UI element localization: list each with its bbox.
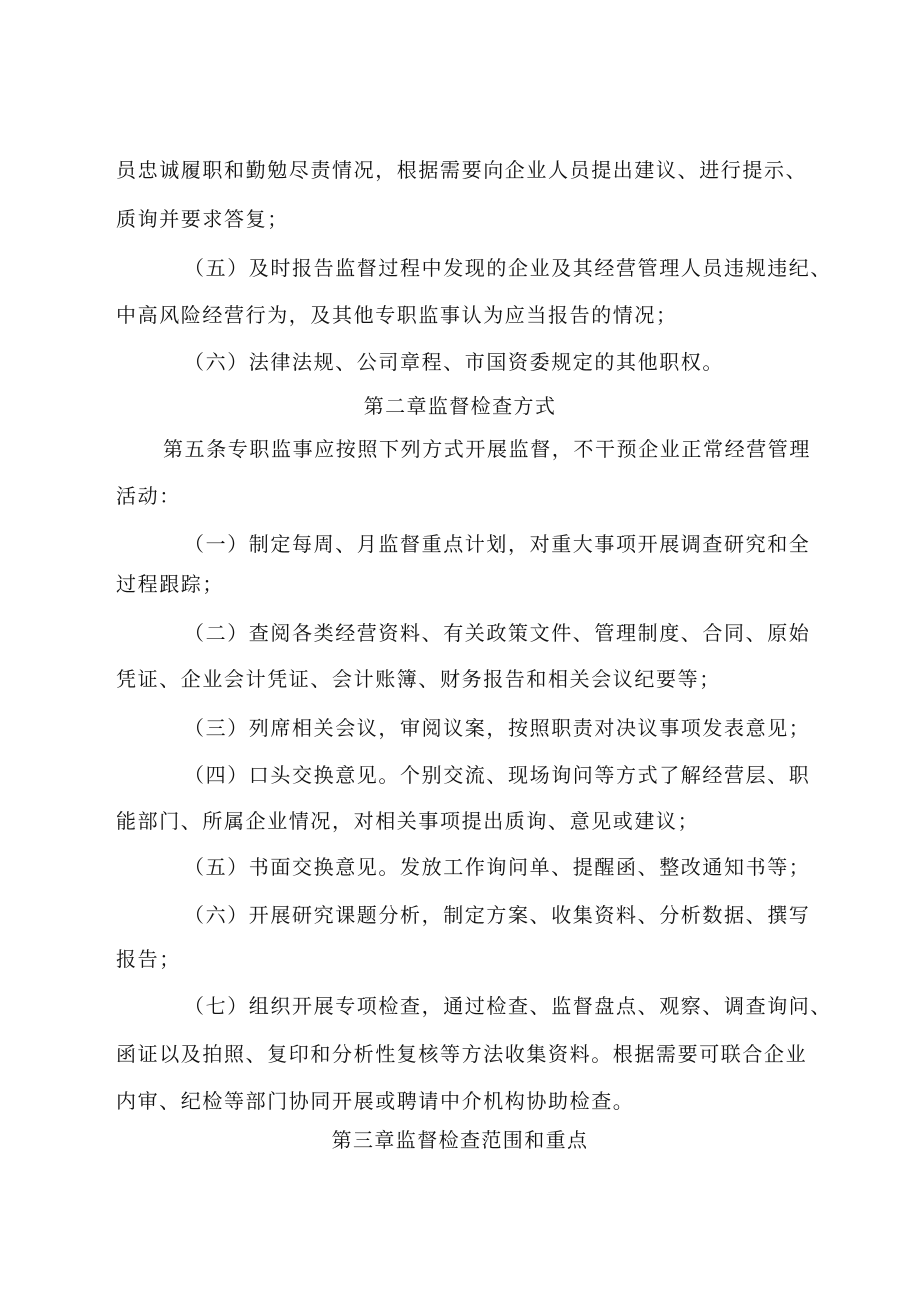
text-line: 第五条专职监事应按照下列方式开展监督，不干预企业正常经营管理 [163, 437, 811, 461]
text-line: 过程跟踪； [116, 572, 224, 596]
text-line: （六）法律法规、公司章程、市国资委规定的其他职权。 [184, 350, 724, 374]
chapter-heading: 第三章监督检查范围和重点 [331, 1128, 589, 1152]
text-line: 报告； [116, 947, 181, 971]
text-line: 内审、纪检等部门协同开展或聘请中介机构协助检查。 [116, 1089, 635, 1113]
text-line: 活动： [116, 484, 181, 508]
chapter-heading: 第二章监督检查方式 [363, 394, 557, 418]
text-line: （六）开展研究课题分析，制定方案、收集资料、分析数据、撰写 [184, 903, 811, 927]
text-line: （二）查阅各类经营资料、有关政策文件、管理制度、合同、原始 [184, 621, 811, 645]
text-line: （七）组织开展专项检查，通过检查、监督盘点、观察、调查询问、 [184, 994, 832, 1018]
text-line: 凭证、企业会计凭证、会计账簿、财务报告和相关会议纪要等； [116, 667, 721, 691]
text-line: （四）口头交换意见。个别交流、现场询问等方式了解经营层、职 [184, 763, 811, 787]
text-line: （一）制定每周、月监督重点计划，对重大事项开展调查研究和全 [184, 532, 811, 556]
text-line: （三）列席相关会议，审阅议案，按照职责对决议事项发表意见； [184, 716, 811, 740]
text-line: 能部门、所属企业情况，对相关事项提出质询、意见或建议； [116, 809, 700, 833]
text-line: 函证以及拍照、复印和分析性复核等方法收集资料。根据需要可联合企业 [116, 1042, 808, 1066]
text-line: 中高风险经营行为，及其他专职监事认为应当报告的情况； [116, 303, 678, 327]
text-line: （五）书面交换意见。发放工作询问单、提醒函、整改通知书等； [184, 855, 811, 879]
text-line: 质询并要求答复； [116, 207, 289, 231]
text-line: 员忠诚履职和勤勉尽责情况，根据需要向企业人员提出建议、进行提示、 [116, 158, 808, 182]
text-line: （五）及时报告监督过程中发现的企业及其经营管理人员违规违纪、 [184, 256, 832, 280]
